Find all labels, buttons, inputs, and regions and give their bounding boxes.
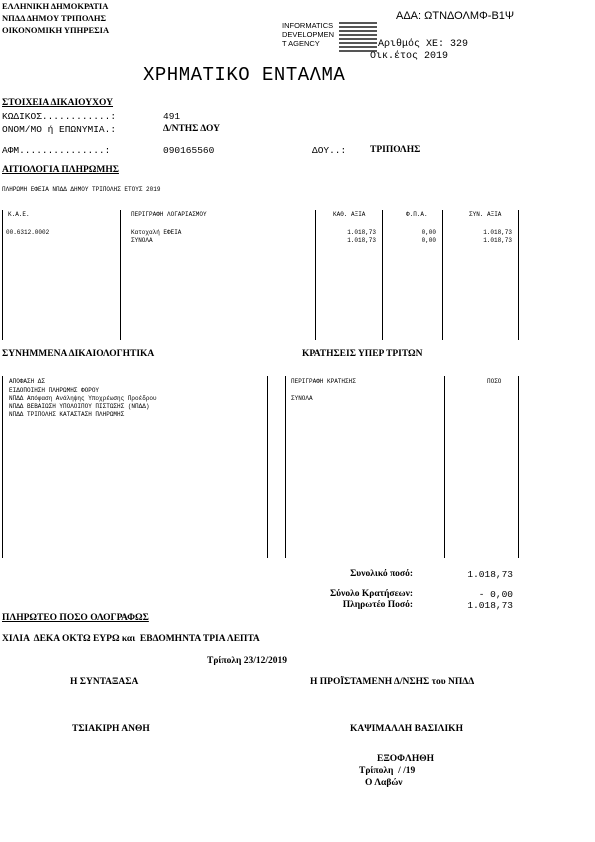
- cell-total-value: 1.018,73: [483, 237, 512, 244]
- stamp-line-1: INFORMATICS: [282, 21, 334, 30]
- beneficiary-name-label: ΟΝΟΜ/ΜΟ ή ΕΠΩΝΥΜΙΑ.:: [2, 124, 117, 135]
- total-deductions-value: - 0,00: [478, 589, 513, 600]
- org-line-2: ΝΠΔΔ ΔΗΜΟΥ ΤΡΙΠΟΛΗΣ: [2, 13, 107, 23]
- payable-amount-value: 1.018,73: [467, 600, 513, 611]
- col-header-net-value: ΚΑΘ. ΑΞΙΑ: [333, 211, 366, 218]
- signature-left-name: ΤΣΙΑΚΙΡΗ ΑΝΘΗ: [72, 724, 150, 734]
- signature-right-role: Η ΠΡΟΪΣΤΑΜΕΝΗ Δ/ΝΣΗΣ του ΝΠΔΔ: [310, 677, 475, 687]
- signature-right-name: ΚΑΨΙΜΑΛΛΗ ΒΑΣΙΛΙΚΗ: [350, 724, 463, 734]
- beneficiary-code-value: 491: [163, 111, 181, 122]
- list-item: ΑΠΟΦΑΣΗ ΔΣ: [9, 378, 46, 385]
- col-header-description: ΠΕΡΙΓΡΑΦΗ ΛΟΓΑΡΙΑΣΜΟΥ: [131, 211, 207, 218]
- cell-total-value: 1.018,73: [483, 229, 512, 236]
- place-date: Τρίπολη 23/12/2019: [207, 656, 288, 666]
- cell-net-value: 1.018,73: [347, 229, 376, 236]
- supporting-docs-section-title: ΣΥΝΗΜΜΕΝΑ ΔΙΚΑΙΟΛΟΓΗΤΙΚΑ: [2, 349, 155, 359]
- amount-words-section-title: ΠΛΗΡΩΤΕΟ ΠΟΣΟ ΟΛΟΓΡΑΦΩΣ: [2, 613, 149, 623]
- list-item: ΝΠΔΔ Απόφαση Ανάληψης Υποχρέωσης Προέδρου: [9, 395, 157, 402]
- amount-words-text: ΧΙΛΙΑ ΔΕΚΑ ΟΚΤΩ ΕΥΡΩ και ΕΒΔΟΜΗΝΤΑ ΤΡΙΑ ΛΕΠΤΑ: [2, 634, 260, 644]
- receiver-label: Ο Λαβών: [365, 778, 403, 788]
- beneficiary-afm-value: 090165560: [163, 145, 215, 156]
- org-line-3: ΟΙΚΟΝΟΜΙΚΗ ΥΠΗΡΕΣΙΑ: [2, 25, 110, 35]
- voucher-number: Αριθμός ΧΕ: 329: [378, 39, 469, 50]
- ada-code: ΑΔΑ: ΩΤΝΔΟΛΜΦ-Β1Ψ: [396, 10, 515, 22]
- col-header-vat: Φ.Π.Α.: [406, 211, 428, 218]
- cell-net-value: 1.018,73: [347, 237, 376, 244]
- list-item: ΝΠΔΔ ΒΕΒΑΙΩΣΗ ΥΠΟΛΟΙΠΟΥ ΠΙΣΤΩΣΗΣ (ΝΠΔΔ): [9, 403, 150, 410]
- deductions-cell-description: ΣΥΝΟΛΑ: [291, 395, 313, 402]
- total-deductions-label: Σύνολο Κρατήσεων:: [329, 589, 413, 599]
- beneficiary-code-label: ΚΩΔΙΚΟΣ............:: [2, 111, 117, 122]
- cell-vat: 0,00: [421, 237, 436, 244]
- deductions-section-title: ΚΡΑΤΗΣΕΙΣ ΥΠΕΡ ΤΡΙΤΩΝ: [302, 349, 423, 359]
- cell-description: ΣΥΝΟΛΑ: [131, 237, 153, 244]
- list-item: ΝΠΔΔ ΤΡΙΠΟΛΗΣ ΚΑΤΑΣΤΑΣΗ ΠΛΗΡΩΜΗΣ: [9, 411, 125, 418]
- cell-vat: 0,00: [421, 229, 436, 236]
- fiscal-year: Οικ.έτος 2019: [370, 51, 449, 62]
- total-amount-value: 1.018,73: [467, 569, 513, 580]
- stamp-line-2: DEVELOPMEN: [282, 30, 335, 39]
- stamp-fine-print: [339, 22, 377, 54]
- col-header-kae: Κ.Α.Ε.: [8, 211, 30, 218]
- deductions-header-amount: ΠΟΣΟ: [487, 378, 502, 385]
- signature-left-role: Η ΣΥΝΤΑΞΑΣΑ: [70, 677, 139, 687]
- stamp-line-3: T AGENCY: [282, 39, 320, 48]
- beneficiary-doy-label: ΔΟΥ..:: [312, 145, 347, 156]
- col-header-total-value: ΣΥΝ. ΑΞΙΑ: [469, 211, 502, 218]
- payable-amount-label: Πληρωτέο Ποσό:: [342, 600, 413, 610]
- deductions-header-description: ΠΕΡΙΓΡΑΦΗ ΚΡΑΤΗΣΗΣ: [291, 378, 356, 385]
- cell-kae: 00.6312.0002: [6, 229, 50, 236]
- payment-settled-label: ΕΞΟΦΛΗΘΗ: [377, 754, 435, 764]
- payment-settled-date: Τρίπολη / /19: [359, 766, 416, 776]
- list-item: ΕΙΔΟΠΟΙΗΣΗ ΠΛΗΡΩΜΗΣ ΦΟΡΟΥ: [9, 387, 100, 394]
- beneficiary-doy-value: ΤΡΙΠΟΛΗΣ: [370, 145, 421, 155]
- beneficiary-name-value: Δ/ΝΤΗΣ ΔΟΥ: [163, 124, 220, 134]
- justification-section-title: ΑΙΤΙΟΛΟΓΙΑ ΠΛΗΡΩΜΗΣ: [2, 165, 119, 175]
- total-amount-label: Συνολικό ποσό:: [350, 569, 413, 579]
- cell-description: Κατοχαλή ΕΦΕΙΑ: [131, 229, 182, 236]
- beneficiary-afm-label: ΑΦΜ...............:: [2, 145, 111, 156]
- justification-text: ΠΛΗΡΩΜΗ ΕΦΕΙΑ ΝΠΔΔ ΔΗΜΟΥ ΤΡΙΠΟΛΗΣ ΕΤΟΥΣ 2019: [2, 186, 161, 193]
- beneficiary-section-title: ΣΤΟΙΧΕΙΑ ΔΙΚΑΙΟΥΧΟΥ: [2, 98, 114, 108]
- org-line-1: ΕΛΛΗΝΙΚΗ ΔΗΜΟΚΡΑΤΙΑ: [2, 1, 109, 11]
- document-title: ΧΡΗΜΑΤΙΚΟ ΕΝΤΑΛΜΑ: [143, 64, 346, 86]
